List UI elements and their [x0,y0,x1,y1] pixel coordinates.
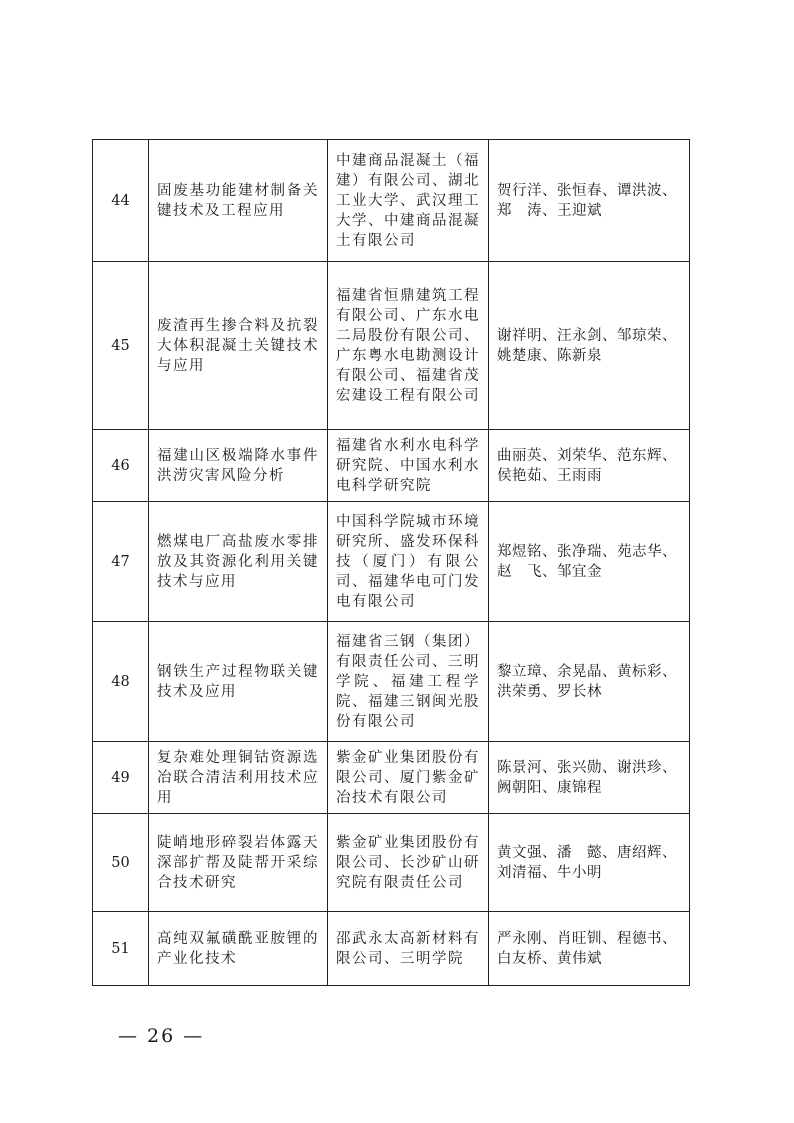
table-row [93,814,690,912]
project-name: 复杂难处理铜钴资源选冶联合清洁利用技术应用 [149,742,328,814]
page-number: — 26 — [118,1025,205,1047]
completing-units: 福建省水利水电科学研究院、中国水利水电科学研究院 [328,430,489,502]
table-row [93,742,690,814]
table-row [93,622,690,742]
row-number: 48 [93,622,149,742]
completing-units: 中国科学院城市环境研究所、盛发环保科技（厦门）有限公司、福建华电可门发电有限公司 [328,502,489,622]
completing-units: 紫金矿业集团股份有限公司、厦门紫金矿冶技术有限公司 [328,742,489,814]
table-row [93,140,690,262]
row-number: 46 [93,430,149,502]
completing-units: 邵武永太高新材料有限公司、三明学院 [328,912,489,986]
completing-units: 紫金矿业集团股份有限公司、长沙矿山研究院有限责任公司 [328,814,489,912]
project-name: 固废基功能建材制备关键技术及工程应用 [149,140,328,262]
completing-people: 郑煜铭、张净瑞、苑志华、赵 飞、邹宜金 [489,502,690,622]
completing-people: 曲丽英、刘荣华、范东辉、侯艳茹、王雨雨 [489,430,690,502]
completing-people: 贺行洋、张恒春、谭洪波、郑 涛、王迎斌 [489,140,690,262]
completing-units: 福建省三钢（集团）有限责任公司、三明学院、福建工程学院、福建三钢闽光股份有限公司 [328,622,489,742]
completing-people: 谢祥明、汪永剑、邹琼荣、姚楚康、陈新泉 [489,262,690,430]
row-number: 50 [93,814,149,912]
completing-units: 福建省恒鼎建筑工程有限公司、广东水电二局股份有限公司、广东粤水电勘测设计有限公司、福建省茂宏建设工程有限公司 [328,262,489,430]
row-number: 49 [93,742,149,814]
completing-people: 黎立璋、余晃晶、黄标彩、洪荣勇、罗长林 [489,622,690,742]
table-row [93,430,690,502]
table-row [93,912,690,986]
project-name: 废渣再生掺合料及抗裂大体积混凝土关键技术与应用 [149,262,328,430]
row-number: 45 [93,262,149,430]
completing-people: 严永刚、肖旺钏、程德书、白友桥、黄伟斌 [489,912,690,986]
table-row [93,502,690,622]
completing-units: 中建商品混凝土（福建）有限公司、湖北工业大学、武汉理工大学、中建商品混凝土有限公司 [328,140,489,262]
project-name: 福建山区极端降水事件洪涝灾害风险分析 [149,430,328,502]
awards-table [92,139,690,986]
project-name: 陡峭地形碎裂岩体露天深部扩帮及陡帮开采综合技术研究 [149,814,328,912]
project-name: 高纯双氟磺酰亚胺锂的产业化技术 [149,912,328,986]
row-number: 44 [93,140,149,262]
row-number: 51 [93,912,149,986]
row-number: 47 [93,502,149,622]
completing-people: 陈景河、张兴勋、谢洪珍、阙朝阳、康锦程 [489,742,690,814]
table-row [93,262,690,430]
project-name: 钢铁生产过程物联关键技术及应用 [149,622,328,742]
project-name: 燃煤电厂高盐废水零排放及其资源化利用关键技术与应用 [149,502,328,622]
completing-people: 黄文强、潘 懿、唐绍辉、刘清福、牛小明 [489,814,690,912]
